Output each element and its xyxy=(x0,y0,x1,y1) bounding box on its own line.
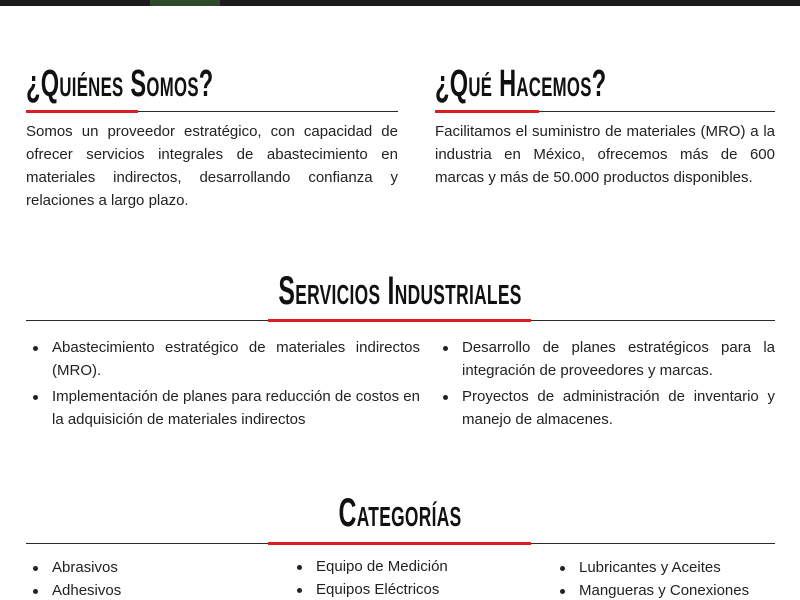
categorias-col-2 xyxy=(290,555,520,600)
list-item: Adhesivos xyxy=(26,579,256,600)
list-item: Desarrollo de planes estratégicos para la integración de proveedores y marcas. xyxy=(436,336,775,382)
quienes-somos-heading: ¿Quiénes Somos? xyxy=(26,63,214,105)
quienes-somos-text: Somos un proveedor estratégico, con capacidad de ofrecer servicios integrales de abastecimiento en materiales indirectos, desarrollando confianza y relaciones a largo plazo. xyxy=(26,123,398,209)
list-item: Lubricantes y Aceites xyxy=(553,556,793,579)
que-hacemos-text: Facilitamos el suministro de materiales (MRO) a la industria en México, ofrecemos más de 600 marcas y más de 50.000 productos disponibles. xyxy=(435,123,775,186)
servicios-list-right xyxy=(436,336,775,434)
servicios-accent xyxy=(268,319,531,322)
servicios-heading: Servicios Industriales xyxy=(278,269,522,313)
list-item: Abrasivos xyxy=(26,556,256,579)
categorias-col-3 xyxy=(553,556,793,600)
categorias-heading: Categorías xyxy=(338,491,462,535)
categorias-accent xyxy=(268,542,531,545)
list-item: Mangueras y Conexiones xyxy=(553,579,793,600)
list-item: Proyectos de administración de inventario y manejo de almacenes. xyxy=(436,385,775,431)
list-item: Equipo de Medición xyxy=(290,555,520,578)
quienes-somos-accent xyxy=(26,110,138,113)
que-hacemos-accent xyxy=(435,110,539,113)
servicios-list-left xyxy=(26,336,420,434)
que-hacemos-heading: ¿Qué Hacemos? xyxy=(435,63,607,105)
categorias-col-1 xyxy=(26,556,256,600)
list-item: Abastecimiento estratégico de materiales indirectos (MRO). xyxy=(26,336,420,382)
header-image-strip xyxy=(0,0,800,6)
list-item: Equipos Eléctricos xyxy=(290,578,520,600)
list-item: Implementación de planes para reducción de costos en la adquisición de materiales indirectos xyxy=(26,385,420,431)
